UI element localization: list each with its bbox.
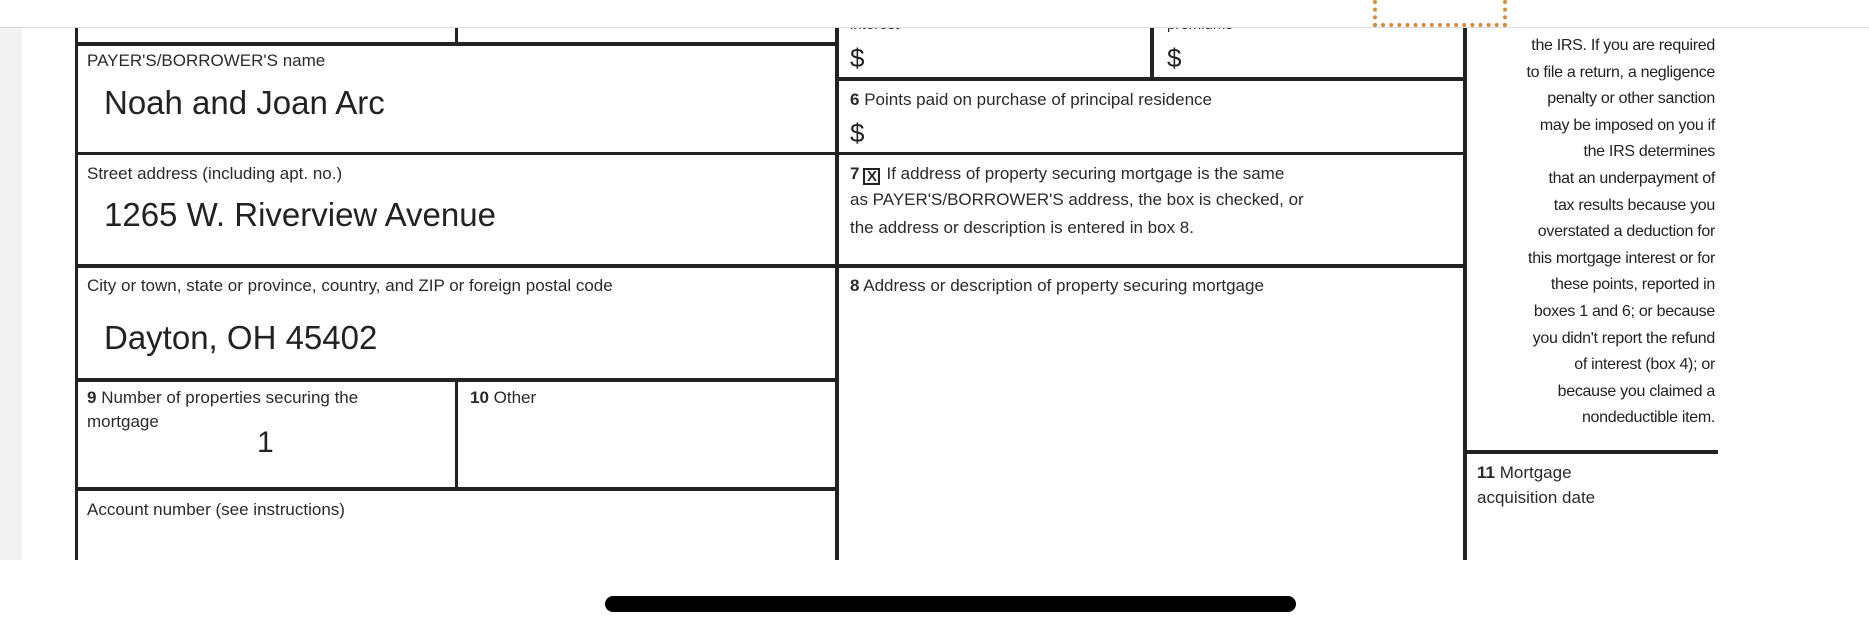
box10-label: 10 Other — [470, 388, 537, 407]
payer-name-value: Noah and Joan Arc — [104, 84, 385, 121]
left-gutter — [0, 27, 22, 560]
sidebar-line: of interest (box 4); or — [1574, 356, 1715, 374]
row-divider-5 — [75, 487, 837, 491]
left-border — [75, 27, 78, 560]
sidebar-line: tax results because you — [1553, 196, 1715, 214]
box7-line1: 7 X If address of property securing mortgage is the same — [850, 164, 1285, 185]
row-divider-3 — [75, 264, 1465, 268]
interest-dollar: $ — [850, 43, 865, 73]
city-label: City or town, state or province, country, and ZIP or foreign postal code — [87, 276, 613, 295]
box11-label: 11 Mortgage — [1477, 463, 1572, 482]
box9-10-divider — [455, 378, 458, 489]
sidebar-line: may be imposed on you if — [1539, 116, 1715, 134]
premiums-dollar: $ — [1167, 43, 1182, 73]
box9-label-line2: mortgage — [87, 412, 159, 431]
city-value: Dayton, OH 45402 — [104, 319, 378, 356]
row-divider-2 — [75, 152, 1465, 155]
box7-line2: as PAYER'S/BORROWER'S address, the box is checked, or — [850, 190, 1304, 209]
sidebar-line: because you claimed a — [1557, 382, 1715, 400]
sidebar-line: overstated a deduction for — [1537, 223, 1715, 241]
selection-dotted-box[interactable] — [1373, 0, 1507, 27]
box7-line3: the address or description is entered in box 8. — [850, 218, 1194, 237]
sidebar-line: to file a return, a negligence — [1526, 63, 1715, 81]
sidebar-line: this mortgage interest or for — [1528, 249, 1715, 267]
box9-label: 9 Number of properties securing the — [87, 388, 359, 407]
top-bar — [0, 0, 1869, 28]
sidebar-line: you didn't report the refund — [1532, 329, 1715, 347]
interest-premiums-divider — [1150, 27, 1154, 79]
sidebar-line: penalty or other sanction — [1547, 90, 1715, 108]
middle-border — [835, 27, 839, 560]
points-dollar: $ — [850, 118, 865, 148]
box7-checkbox[interactable]: X — [863, 168, 880, 185]
box11-divider — [1463, 450, 1718, 454]
sidebar-line: these points, reported in — [1550, 276, 1715, 294]
box11-label-line2: acquisition date — [1477, 488, 1596, 507]
account-number-label: Account number (see instructions) — [87, 500, 345, 519]
sidebar-line: the IRS. If you are required — [1531, 37, 1715, 54]
row-divider-mid-1 — [835, 77, 1465, 81]
home-indicator-bar[interactable] — [605, 596, 1296, 612]
sidebar-notice — [1467, 33, 1715, 432]
sidebar-line: nondeductible item. — [1581, 409, 1715, 427]
sidebar-line: that an underpayment of — [1548, 169, 1715, 187]
payer-name-label: PAYER'S/BORROWER'S name — [87, 51, 326, 70]
box9-value: 1 — [257, 426, 274, 459]
street-address-value: 1265 W. Riverview Avenue — [104, 196, 496, 233]
street-address-label: Street address (including apt. no.) — [87, 164, 343, 183]
box8-label: 8 Address or description of property securing mortgage — [850, 276, 1264, 295]
row-divider-1 — [75, 42, 837, 46]
box6-label: 6 Points paid on purchase of principal residence — [850, 90, 1212, 109]
sidebar-line: the IRS determines — [1583, 143, 1715, 161]
sidebar-line: boxes 1 and 6; or because — [1533, 302, 1715, 320]
